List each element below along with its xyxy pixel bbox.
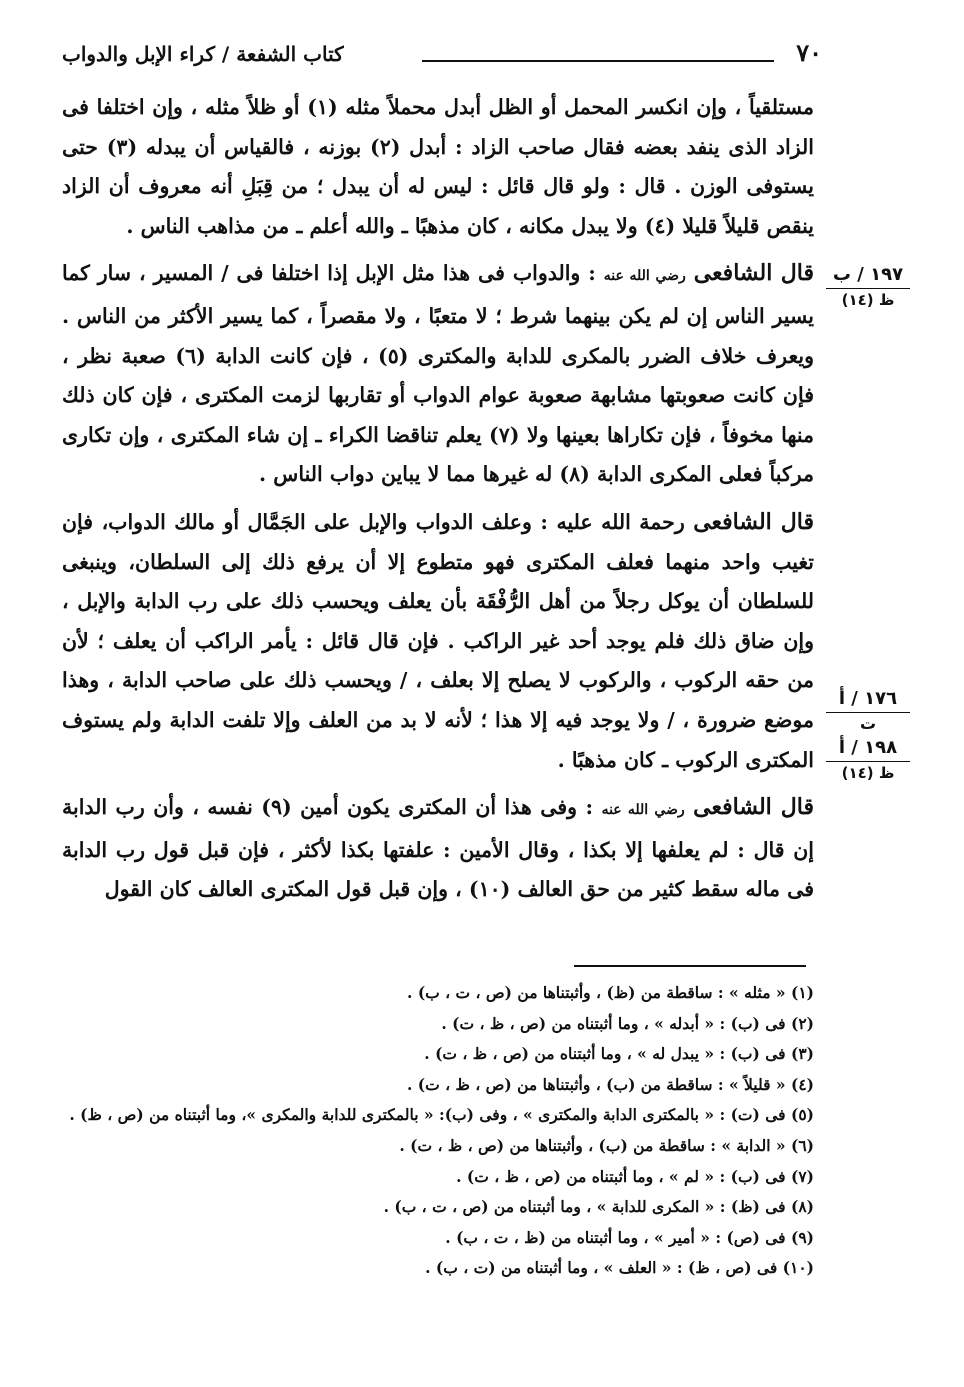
paragraph-text: : وفى هذا أن المكترى يكون أمين (٩) نفسه ، وأن رب الدابة إن قال : لم يعلفها إلا بكذا ، وقال الأمين : علفتها بكذا لأكثر ، فإن قبل قول رب الدابة فى ماله سقط كثير من حق العالف (١٠) ، وإن قبل قول المكترى العالف كان القول bbox=[62, 795, 814, 902]
header-rule bbox=[422, 60, 774, 62]
footnote: (٧) فى (ب) : « لم » ، وما أثبتناه من (ص ، ظ ، ت) . bbox=[456, 1166, 814, 1186]
page-number: ٧٠ bbox=[796, 38, 822, 67]
footnote: (٣) فى (ب) : « يبدل له » ، وما أثبتناه من (ص ، ظ ، ت) . bbox=[424, 1044, 814, 1064]
margin-manuscript-ref: ظ (١٤) bbox=[841, 291, 895, 309]
margin-note-1 bbox=[826, 262, 910, 311]
paragraph-text: : والدواب فى هذا مثل الإبل إذا اختلفا فى / المسير ، سار كما يسير الناس إن لم يكن بينهما شرط ؛ لا متعبًا ، ولا مقصراً ، كما يسير الأكثر من الناس . ويعرف خلاف الضرر بالمكرى للدابة والمكترى (٥) ، فإن كانت الدابة (٦) صعبة نظر ، فإن كانت صعوبتها مشابهة صعوبة عوام الدواب أو تقاربها لزمت المكترى ، فإن كان ذلك منها مخوفاً ، فإن تكاراها بعينها ولا (٧) يعلم تناقضا الكراء ـ إن شاء المكترى ، وإن تكارى مركباً فعلى المكرى الدابة (٨) له غيرها مما لا يباين دواب الناس . bbox=[62, 261, 814, 487]
margin-note-2 bbox=[826, 686, 910, 784]
margin-folio: ١٧٦ / أ bbox=[826, 686, 910, 713]
margin-folio: ١٩٨ / أ bbox=[826, 735, 910, 762]
speaker-label: قال الشافعى bbox=[693, 794, 814, 821]
footnote: (٢) فى (ب) : « أبدله » ، وما أثبتناه من (ص ، ظ ، ت) . bbox=[441, 1013, 814, 1033]
footnote: (١٠) فى (ص ، ظ) : « العلف » ، وما أثبتناه من (ت ، ب) . bbox=[425, 1258, 814, 1278]
paragraph-4 bbox=[62, 788, 814, 910]
paragraph-2 bbox=[62, 254, 814, 495]
running-title: كتاب الشفعة / كراء الإبل والدواب bbox=[62, 42, 344, 66]
honorific-glyph: رضي الله عنه bbox=[601, 802, 685, 819]
margin-manuscript-ref: ظ (١٤) bbox=[841, 764, 895, 782]
footnote: (٤) « قليلاً » : ساقطة من (ب) ، وأثبتناها من (ص ، ظ ، ت) . bbox=[406, 1074, 814, 1094]
footnote: (١) « مثله » : ساقطة من (ظ) ، وأثبتناها من (ص ، ت ، ب) . bbox=[407, 983, 814, 1002]
footnote: (٥) فى (ت) : « بالمكترى الدابة والمكترى » ، وفى (ب): « بالمكترى للدابة والمكرى »، وما أثبتناه من (ص ، ظ) . bbox=[69, 1105, 814, 1125]
paragraph-1 bbox=[62, 88, 814, 246]
speaker-label: قال الشافعى bbox=[693, 260, 815, 287]
speaker-label: قال الشافعى bbox=[693, 508, 814, 535]
paragraph-3 bbox=[62, 503, 814, 780]
page-header bbox=[62, 38, 822, 78]
honorific-glyph: رضي الله عنه bbox=[603, 268, 686, 285]
paragraph-text: رحمة الله عليه : وعلف الدواب والإبل على الجَمَّال أو مالك الدواب، فإن تغيب واحد منهما فعلف المكترى فهو متطوع إلا أن يرفع ذلك إلى السلطان، وينبغى للسلطان أن يوكل رجلاً من أهل الرُّفْقَة بأن يعلف ويحسب ذلك على رب الدابة والإبل ، وإن ضاق ذلك فلم يوجد أحد غير الراكب . فإن قال قائل : يأمر الراكب أن يعلف ؛ لأن من حقه الركوب ، والركوب لا يصلح إلا بعلف ، / ويحسب ذلك على صاحب الدابة ، وهذا موضع ضرورة ، / ولا يوجد فيه إلا هذا ؛ لأنه لا بد من العلف وإلا تلفت الدابة ولم يستوف المكترى الركوب ـ كان مذهبًا . bbox=[62, 509, 814, 772]
margin-folio: ١٩٧ / ب bbox=[826, 262, 910, 289]
footnote: (٩) فى (ص) : « أمير » ، وما أثبتناه من (ظ ، ت ، ب) . bbox=[445, 1227, 814, 1247]
paragraph-text: مستلقياً ، وإن انكسر المحمل أو الظل أبدل محملاً مثله (١) أو ظلاً مثله ، وإن اختلفا فى الزاد الذى ينفد بعضه فقال صاحب الزاد : أبدل (٢) بوزنه ، فالقياس أن يبدله (٣) حتى يستوفى الوزن . قال : ولو قال قائل : ليس له أن يبدل ؛ من قِبَلِ أنه معروف أن الزاد ينقص قليلاً قليلا (٤) ولا يبدل مكانه ، كان مذهبًا ـ والله أعلم ـ من مذاهب الناس . bbox=[62, 95, 815, 238]
main-text bbox=[62, 88, 814, 918]
footnote-rule bbox=[574, 965, 806, 967]
footnotes bbox=[54, 978, 814, 1284]
margin-manuscript-siglum: ت bbox=[859, 714, 877, 733]
footnote: (٨) فى (ظ) : « المكرى للدابة » ، وما أثبتناه من (ص ، ت ، ب) . bbox=[383, 1197, 814, 1217]
footnote: (٦) « الدابة » : ساقطة من (ب) ، وأثبتناها من (ص ، ظ ، ت) . bbox=[399, 1135, 814, 1155]
